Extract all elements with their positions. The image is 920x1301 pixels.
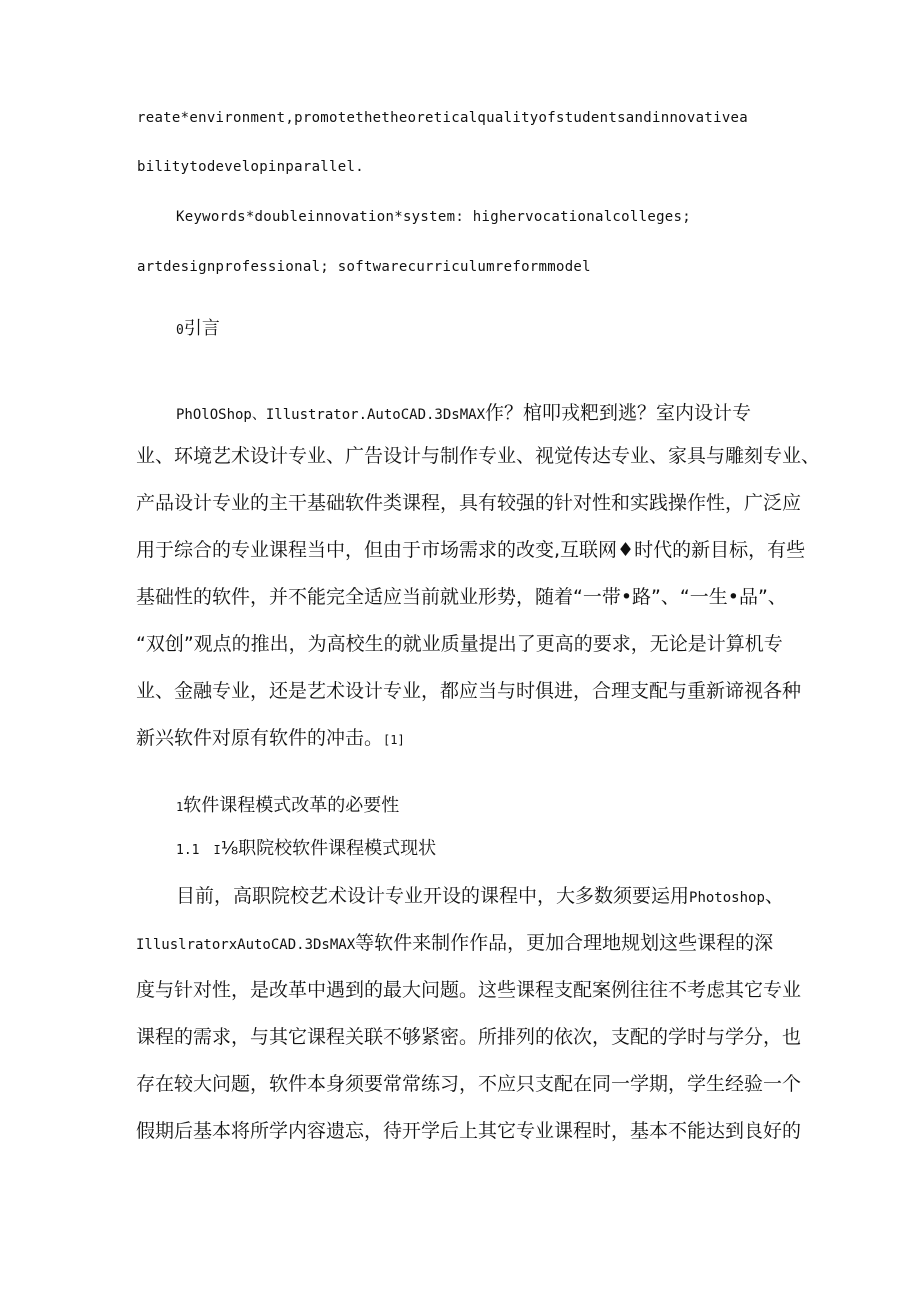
subheading-text: ⅛职院校软件课程模式现状	[220, 838, 437, 859]
paragraph-line	[176, 398, 751, 425]
paragraph-line: 用于综合的专业课程当中，但由于市场需求的改变,互联网♦时代的新目标，有些	[136, 539, 806, 561]
paragraph-line	[176, 881, 784, 908]
paragraph-line: 存在较大问题，软件本身须要常常练习，不应只支配在同一学期，学生经验一个	[136, 1073, 802, 1095]
paragraph-line: 假期后基本将所学内容遗忘，待开学后上其它专业课程时，基本不能达到良好的	[136, 1120, 802, 1142]
abstract-line: reate*environment,promotethetheoreticalqualityofstudentsandinnovativea	[137, 110, 749, 126]
heading-number: 1	[176, 800, 184, 814]
software-names: Photoshop	[689, 890, 765, 906]
software-names: IlluslratorxAutoCAD.3DsMAX	[136, 937, 356, 953]
text-run: 目前，高职院校艺术设计专业开设的课程中，大多数须要运用	[176, 885, 690, 907]
paragraph-line: 基础性的软件，并不能完全适应当前就业形势，随着“一带•路”、“一生•品”、	[136, 586, 787, 608]
paragraph-line: 业、环境艺术设计专业、广告设计与制作专业、视觉传达专业、家具与雕刻专业、	[136, 445, 821, 467]
subheading-mark: I	[213, 843, 221, 857]
paragraph-line: “双创”观点的推出，为高校生的就业质量提出了更高的要求，无论是计算机专	[136, 633, 783, 655]
keywords-line: Keywords*doubleinnovation*system: highervocationalcolleges;	[176, 209, 691, 225]
abstract-line: bilitytodevelopinparallel.	[137, 159, 364, 175]
paragraph-line: 业、金融专业，还是艺术设计专业，都应当与时俱进，合理支配与重新谛视各种	[136, 680, 802, 702]
subheading-number: 1.1	[176, 843, 200, 858]
section-heading-intro	[176, 314, 220, 340]
keywords-line: artdesignprofessional; softwarecurriculumreformmodel	[137, 259, 591, 275]
paragraph-line: 度与针对性，是改革中遇到的最大问题。这些课程支配案例往往不考虑其它专业	[136, 979, 802, 1001]
text-run: 作？棺叩戎粑到逃？室内设计专	[485, 402, 752, 424]
text-run: 、	[764, 885, 784, 907]
text-run: 等软件来制作作品，更加合理地规划这些课程的深	[355, 932, 774, 954]
text-run: 新兴软件对原有软件的冲击。	[136, 727, 384, 749]
subsection-heading-1-1	[176, 834, 436, 860]
software-names: PhOlOShop、Illustrator.AutoCAD.3DsMAX	[176, 407, 486, 423]
heading-text: 软件课程模式改革的必要性	[183, 795, 400, 816]
paragraph-line: 产品设计专业的主干基础软件类课程，具有较强的针对性和实践操作性，广泛应	[136, 492, 802, 514]
citation-ref: [1]	[383, 733, 405, 747]
paragraph-line	[136, 723, 405, 750]
heading-number: 0	[176, 323, 184, 338]
paragraph-line: 课程的需求，与其它课程关联不够紧密。所排列的依次，支配的学时与学分，也	[136, 1026, 802, 1048]
section-heading-1	[176, 791, 399, 817]
paragraph-line	[136, 928, 773, 955]
heading-text: 引言	[183, 318, 220, 339]
